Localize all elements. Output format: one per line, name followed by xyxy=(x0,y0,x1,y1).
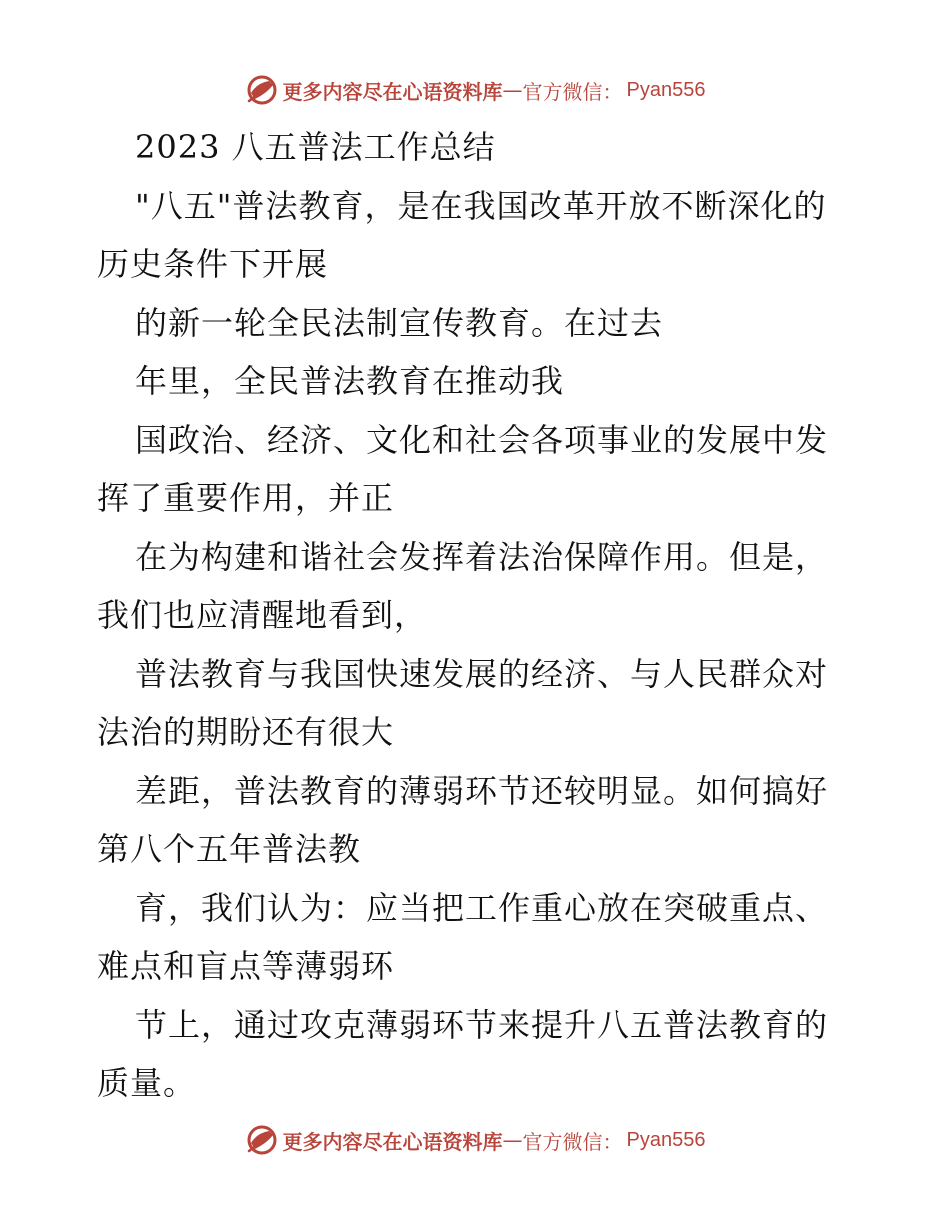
banner-wechat-label: 官方微信： xyxy=(522,1129,623,1154)
paragraph-line: 差距，普法教育的薄弱环节还较明显。如何搞好 xyxy=(135,771,829,810)
banner-separator: — xyxy=(502,78,523,102)
banner-wechat-label: 官方微信： xyxy=(522,79,623,104)
banner-separator: — xyxy=(502,1128,523,1152)
paragraph-line: 历史条件下开展 xyxy=(97,245,329,283)
banner-wechat-id: Pyan556 xyxy=(626,78,706,101)
paragraph-line: 质量。 xyxy=(97,1064,197,1102)
paragraph-line: 年里，全民普法教育在推动我 xyxy=(135,362,565,400)
paragraph-line: 普法教育与我国快速发展的经济、与人民群众对 xyxy=(135,654,829,693)
paragraph-line: 我们也应清醒地看到， xyxy=(97,596,428,634)
footer-banner xyxy=(0,1120,950,1160)
paragraph-line: 难点和盲点等薄弱环 xyxy=(97,947,395,985)
paragraph-line: 法治的期盼还有很大 xyxy=(97,713,395,751)
banner-wechat-id: Pyan556 xyxy=(626,1128,706,1151)
paragraph-line: 在为构建和谐社会发挥着法治保障作用。但是， xyxy=(135,537,829,576)
banner-brand-text: 更多内容尽在心语资料库 xyxy=(282,79,503,104)
paragraph-line: 育，我们认为：应当把工作重心放在突破重点、 xyxy=(135,888,829,927)
paragraph-line: 挥了重要作用，并正 xyxy=(97,479,395,517)
paragraph-line: 国政治、经济、文化和社会各项事业的发展中发 xyxy=(135,420,829,459)
paragraph-line: 节上，通过攻克薄弱环节来提升八五普法教育的 xyxy=(135,1005,829,1044)
document-title: 2023 八五普法工作总结 xyxy=(135,128,496,166)
paragraph-line: "八五"普法教育，是在我国改革开放不断深化的 xyxy=(135,186,827,225)
paragraph-line: 第八个五年普法教 xyxy=(97,830,362,868)
pen-logo-icon xyxy=(245,1123,279,1157)
document-body xyxy=(97,118,857,1113)
pen-logo-icon xyxy=(245,73,279,107)
header-banner xyxy=(0,70,950,110)
paragraph-line: 的新一轮全民法制宣传教育。在过去 xyxy=(135,303,664,342)
banner-brand-text: 更多内容尽在心语资料库 xyxy=(282,1129,503,1154)
